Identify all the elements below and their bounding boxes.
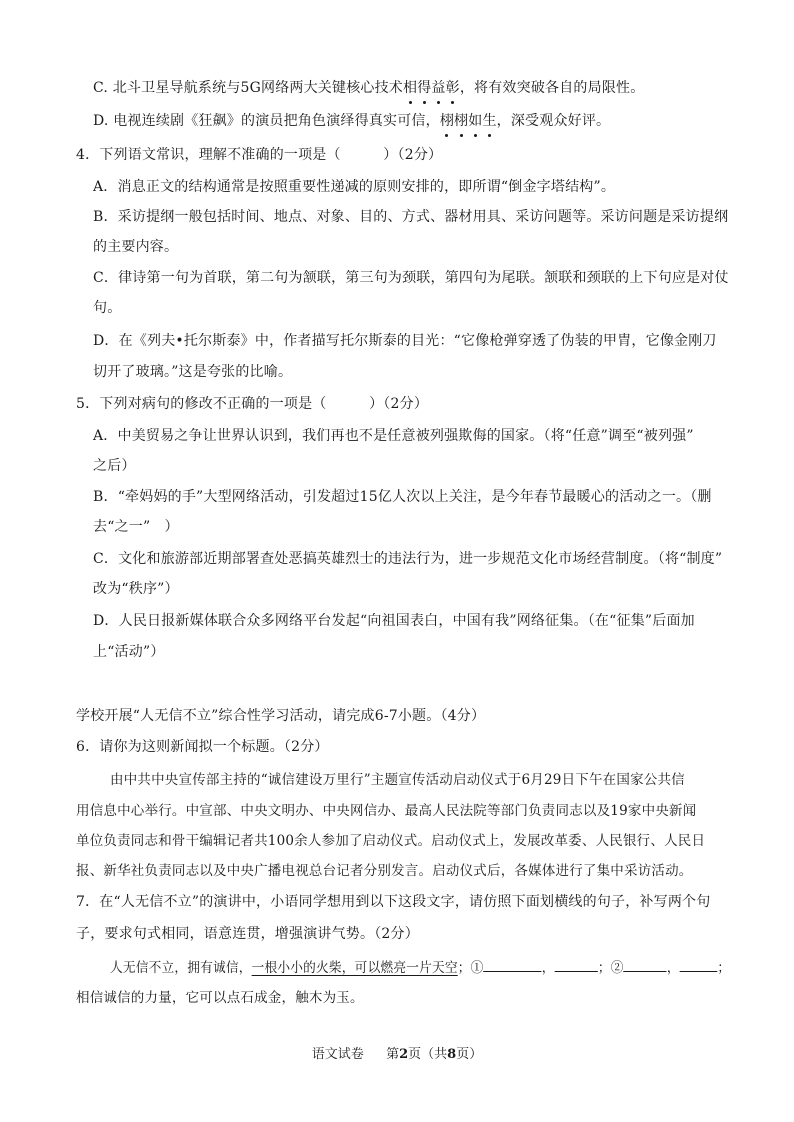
q4-option-d-line2: 切开了玻璃。”这是夸张的比喻。 (93, 364, 293, 380)
emphasis-char: 益 (431, 80, 446, 96)
emphasis-char: 生 (482, 113, 497, 129)
q4-option-a: A．消息正文的结构通常是按照重要性递减的原则安排的，即所谓“倒金字塔结构”。 (93, 179, 616, 195)
emphasis-char: 相 (403, 80, 418, 96)
answer-blank-1b[interactable] (555, 957, 598, 972)
q6-news-line3: 单位负责同志和骨干编辑记者共100余人参加了启动仪式。启动仪式上，发展改革委、人民银行、人民日 (76, 833, 706, 849)
q5-stem: 5．下列对病句的修改不正确的一项是（ ）（2分） (76, 396, 429, 412)
q7-stem-line2: 子，要求句式相同，语意连贯，增强演讲气势。（2分） (76, 926, 419, 942)
q5-option-a-line2: 之后） (93, 458, 136, 474)
q4-stem: 4．下列语文常识，理解不准确的一项是（ ）（2分） (76, 147, 443, 163)
q5-option-c-line2: 改为“秩序”） (93, 581, 179, 597)
q6-news-line4: 报、新华社负责同志以及中央广播电视总台记者分别发言。启动仪式后，各媒体进行了集中采访活动。 (76, 863, 693, 879)
emphasis-char: 彰 (445, 80, 460, 96)
section-intro: 学校开展“人无信不立”综合性学习活动，请完成6-7小题。（4分） (76, 708, 486, 724)
q4-option-c-line1: C．律诗第一句为首联，第二句为颔联，第三句为颈联，第四句为尾联。颔联和颈联的上下句应是对仗 (93, 270, 729, 286)
q4-option-d-line1: D．在《列夫•托尔斯泰》中，作者描写托尔斯泰的目光：“它像枪弹穿透了伪装的甲胄，它像金刚刀 (93, 333, 717, 349)
q6-stem: 6．请你为这则新闻拟一个标题。（2分） (76, 739, 329, 755)
emphasis-char: 如 (468, 113, 483, 129)
q4-option-b-line2: 的主要内容。 (93, 239, 179, 255)
underlined-sentence: 一根小小的火柴，可以燃亮一片天空 (251, 960, 458, 976)
emphasis-char: 栩 (439, 113, 455, 129)
q3-option-d: D. 电视连续剧《狂飙》的演员把角色演绎得真实可信，栩栩如生，深受观众好评。 (93, 113, 611, 129)
q7-text-line2: 相信诚信的力量，它可以点石成金，触木为玉。 (76, 990, 364, 1006)
q6-news-line1: 由中共中央宣传部主持的“诚信建设万里行”主题宣传活动启动仪式于6月29日下午在国家公共信 (110, 772, 685, 788)
q5-option-c-line1: C．文化和旅游部近期部署查处恶搞英雄烈士的违法行为，进一步规范文化市场经营制度。（将“制度” (93, 551, 723, 567)
q4-option-c-line2: 句。 (93, 300, 122, 316)
answer-blank-2a[interactable] (624, 957, 667, 972)
answer-blank-2b[interactable] (680, 957, 718, 972)
q5-option-d-line2: 上“活动”） (93, 644, 165, 660)
q3-option-c: C. 北斗卫星导航系统与5G网络两大关键核心技术相得益彰，将有效突破各自的局限性。 (93, 80, 645, 96)
q6-news-line2: 用信息中心举行。中宣部、中央文明办、中央网信办、最高人民法院等部门负责同志以及19家中央新闻 (76, 803, 697, 819)
q7-text-line1: 人无信不立，拥有诚信，一根小小的火柴，可以燃亮一片天空；① ， ；② ， ； (110, 957, 730, 978)
page-number: 2 (399, 1047, 409, 1062)
footer-subject: 语文试卷 (311, 1047, 364, 1062)
q7-stem-line1: 7．在“人无信不立”的演讲中，小语同学想用到以下这段文字，请仿照下面划横线的句子，补写两个句 (76, 894, 711, 910)
answer-blank-1a[interactable] (483, 957, 541, 972)
total-pages: 8 (447, 1047, 457, 1062)
q4-option-b-line1: B．采访提纲一般包括时间、地点、对象、目的、方式、器材用具、采访问题等。采访问题是采访提纲 (93, 209, 729, 225)
page-footer: 语文试卷 第2页（共8页） (311, 1047, 483, 1062)
emphasis-char: 栩 (454, 113, 469, 129)
q5-option-d-line1: D．人民日报新媒体联合众多网络平台发起“向祖国表白，中国有我”网络征集。（在“征集”后面加 (93, 613, 695, 629)
q5-option-b-line1: B．“牵妈妈的手”大型网络活动，引发超过15亿人次以上关注，是今年春节最暖心的活动之一。（删 (93, 489, 712, 505)
q5-option-b-line2: 去“之一” ） (93, 519, 179, 535)
emphasis-char: 得 (417, 80, 432, 96)
q5-option-a-line1: A．中美贸易之争让世界认识到，我们再也不是任意被列强欺侮的国家。（将“任意”调至“被列强” (93, 428, 694, 444)
